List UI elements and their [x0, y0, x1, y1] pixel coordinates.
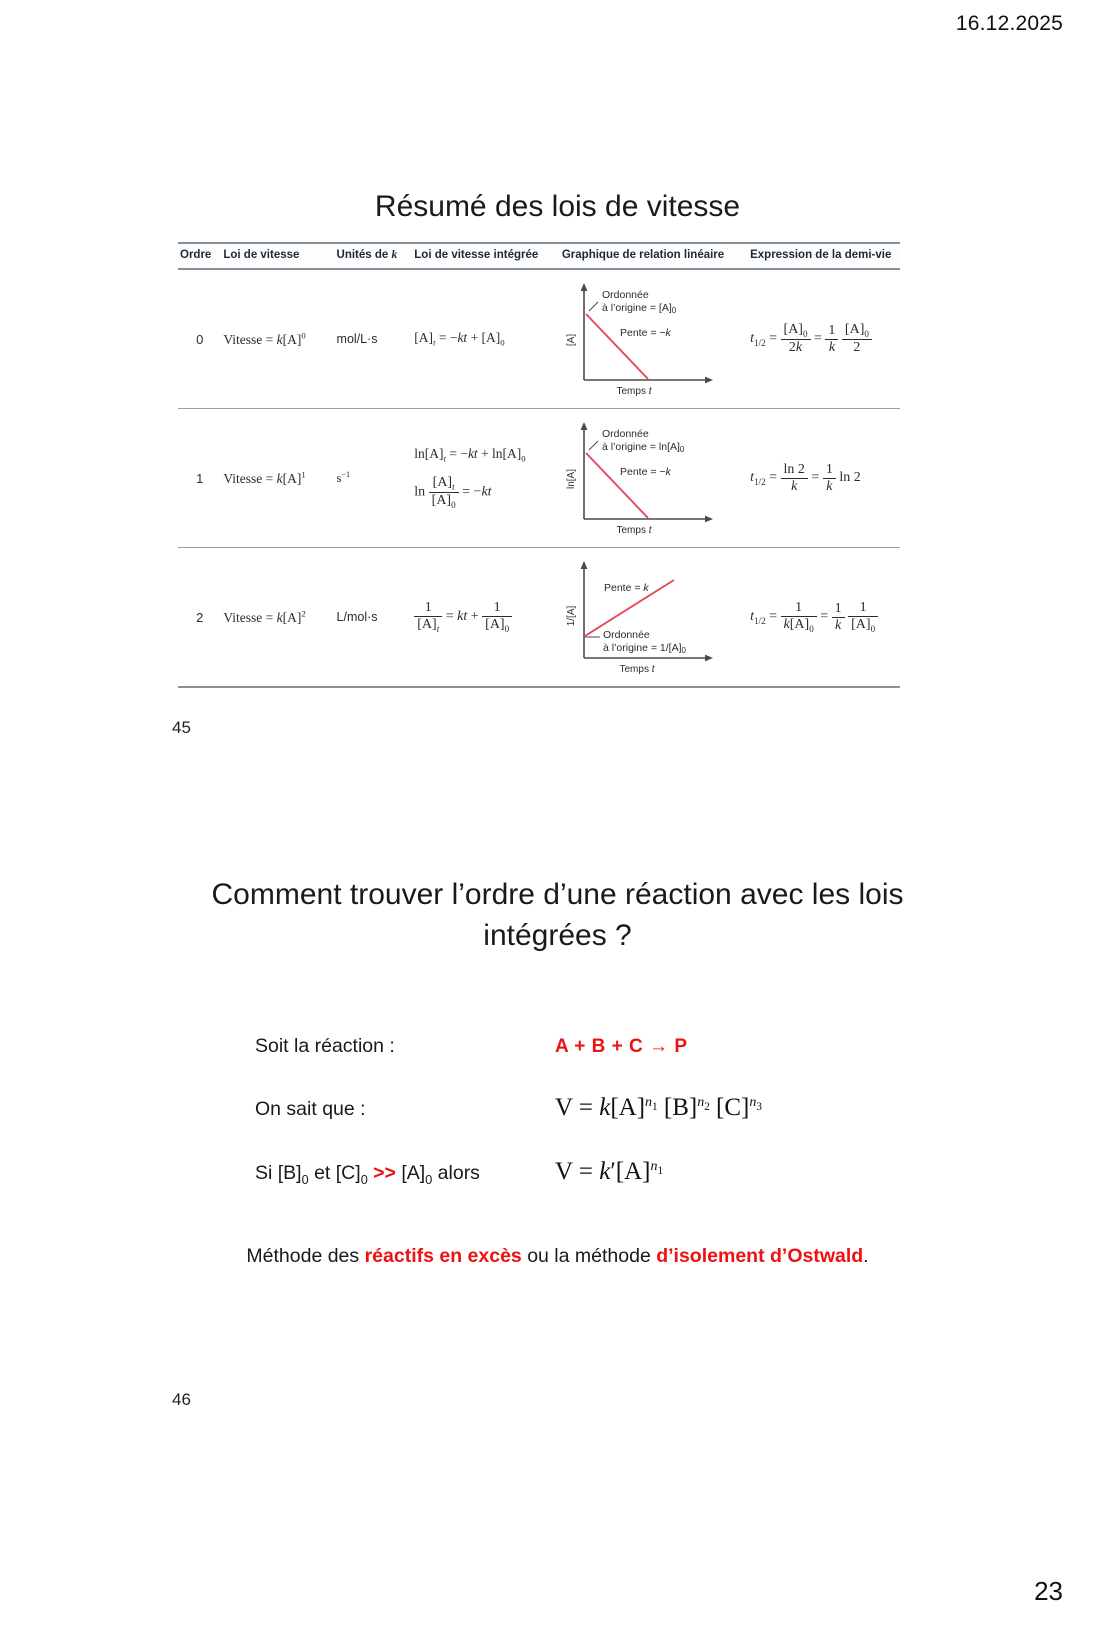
- cell-demi-vie: $t_{1/2}$ = $\frac{\ln 2}{k}$ = $\frac{1}{k}$ ln 2: [748, 409, 900, 548]
- cell-unites: L/mol·s: [335, 548, 413, 688]
- cell-loi-integree: $\ln[A]_t = -kt + \ln[A]_0$ ln $\frac{[A]_t}{[A]_0}$ = −kt: [412, 409, 560, 548]
- column-header-graphique: Graphique de relation linéaire: [560, 243, 748, 269]
- column-header-ordre: Ordre: [178, 243, 221, 269]
- slide-46-body: [255, 1035, 875, 1223]
- slide-46-title: Comment trouver l’ordre d’une réaction avec les lois intégrées ?: [211, 878, 904, 952]
- rate-laws-table: [178, 242, 900, 688]
- label-on-sait-que: On sait que :: [255, 1098, 366, 1120]
- body-row-rate-law: [255, 1094, 875, 1122]
- svg-text:à l’origine = [A]0: à l’origine = [A]0: [601, 302, 677, 315]
- svg-text:Ordonnée: Ordonnée: [601, 289, 649, 301]
- conclusion-highlight-2: d’isolement d’Ostwald: [656, 1245, 864, 1267]
- graph-order-1: [562, 419, 744, 537]
- slide-45-title: Résumé des lois de vitesse: [374, 190, 741, 223]
- table-row: [178, 269, 900, 409]
- cell-loi-integree: $[A]_t = -kt + [A]_0$: [412, 269, 560, 409]
- svg-text:Temps t: Temps t: [616, 525, 652, 536]
- column-header-loi-de-vitesse: Loi de vitesse: [221, 243, 334, 269]
- condition-sub-c: 0: [360, 1172, 368, 1187]
- conclusion-part-2: ou la méthode: [521, 1245, 657, 1267]
- graph-order-0: [562, 280, 744, 398]
- table-row: [178, 409, 900, 548]
- label-soit-la-reaction: Soit la réaction :: [255, 1035, 395, 1057]
- column-header-demi-vie: Expression de la demi-vie: [748, 243, 900, 269]
- svg-text:à l’origine = 1/[A]0: à l’origine = 1/[A]0: [602, 642, 686, 655]
- svg-text:Pente = k: Pente = k: [603, 582, 649, 594]
- graph-order-2: [562, 558, 744, 676]
- cell-loi-de-vitesse: Vitesse = $k[A]^2$: [221, 548, 334, 688]
- equation-reaction: [555, 1036, 875, 1058]
- slide-46: [0, 820, 1115, 1460]
- cell-loi-de-vitesse: Vitesse = $k[A]^0$: [221, 269, 334, 409]
- cell-unites: mol/L·s: [335, 269, 413, 409]
- label-condition-isolation: [255, 1162, 555, 1187]
- condition-mid: et [C]: [308, 1162, 361, 1184]
- column-header-unites: Unités de k: [335, 243, 413, 269]
- condition-pre: Si [B]: [255, 1162, 302, 1184]
- slide-45-number: 45: [172, 718, 191, 737]
- cell-graphique: [560, 409, 748, 548]
- svg-text:Temps t: Temps t: [619, 664, 655, 675]
- document-date: 16.12.2025: [955, 12, 1063, 35]
- cell-loi-integree: $\frac{1}{[A]_t}$ = kt + $\frac{1}{[A]_0}$: [412, 548, 560, 688]
- rate-law-equation: $V = k[A]^{n_1}$ $[B]^{n_2}$ $[C]^{n_3}$: [555, 1094, 762, 1121]
- reaction-equation-text: A + B + C → P: [555, 1036, 688, 1057]
- equation-rate-law: [555, 1094, 875, 1122]
- svg-text:à l’origine = ln[A]0: à l’origine = ln[A]0: [601, 441, 685, 454]
- table-header-row: [178, 243, 900, 269]
- body-row-reaction: [255, 1035, 875, 1058]
- body-row-isolation: [255, 1158, 875, 1187]
- cell-ordre: 2: [178, 548, 221, 688]
- svg-text:Temps t: Temps t: [616, 386, 652, 397]
- condition-much-greater-symbol: >>: [367, 1162, 402, 1184]
- cell-graphique: [560, 548, 748, 688]
- conclusion-part-3: .: [863, 1245, 869, 1267]
- slide-45: [0, 150, 1115, 770]
- svg-text:Pente = −k: Pente = −k: [619, 466, 671, 478]
- equation-pseudo-order: [555, 1158, 875, 1186]
- svg-text:[A]: [A]: [565, 333, 577, 347]
- cell-loi-de-vitesse: Vitesse = $k[A]^1$: [221, 409, 334, 548]
- condition-post: [A]: [401, 1162, 426, 1184]
- cell-graphique: [560, 269, 748, 409]
- slide-46-number: 46: [172, 1390, 191, 1409]
- cell-ordre: 1: [178, 409, 221, 548]
- svg-text:Pente = −k: Pente = −k: [619, 327, 671, 339]
- conclusion-highlight-1: réactifs en excès: [364, 1245, 522, 1267]
- cell-demi-vie: $t_{1/2}$ = $\frac{[A]_0}{2k}$ = $\frac{1}{k}$ $\frac{[A]_0}{2}$: [748, 269, 900, 409]
- slide-46-conclusion: [0, 1245, 1115, 1268]
- cell-ordre: 0: [178, 269, 221, 409]
- column-header-loi-integree: Loi de vitesse intégrée: [412, 243, 560, 269]
- svg-text:Ordonnée: Ordonnée: [601, 428, 649, 440]
- pseudo-order-equation: $V = k'[A]^{n_1}$: [555, 1158, 664, 1185]
- table-row: [178, 548, 900, 688]
- svg-text:ln[A]: ln[A]: [565, 468, 577, 490]
- svg-text:1/[A]: 1/[A]: [565, 605, 577, 627]
- condition-sub-a: 0: [425, 1172, 433, 1187]
- cell-demi-vie: $t_{1/2}$ = $\frac{1}{k[A]_0}$ = $\frac{1}{k}$ $\frac{1}{[A]_0}$: [748, 548, 900, 688]
- cell-unites: $s^{-1}$: [335, 409, 413, 548]
- condition-sub-b: 0: [301, 1172, 309, 1187]
- svg-text:Ordonnée: Ordonnée: [602, 629, 650, 641]
- condition-tail: alors: [432, 1162, 480, 1184]
- conclusion-part-1: Méthode des: [246, 1245, 365, 1267]
- page-number: 23: [1034, 1576, 1063, 1606]
